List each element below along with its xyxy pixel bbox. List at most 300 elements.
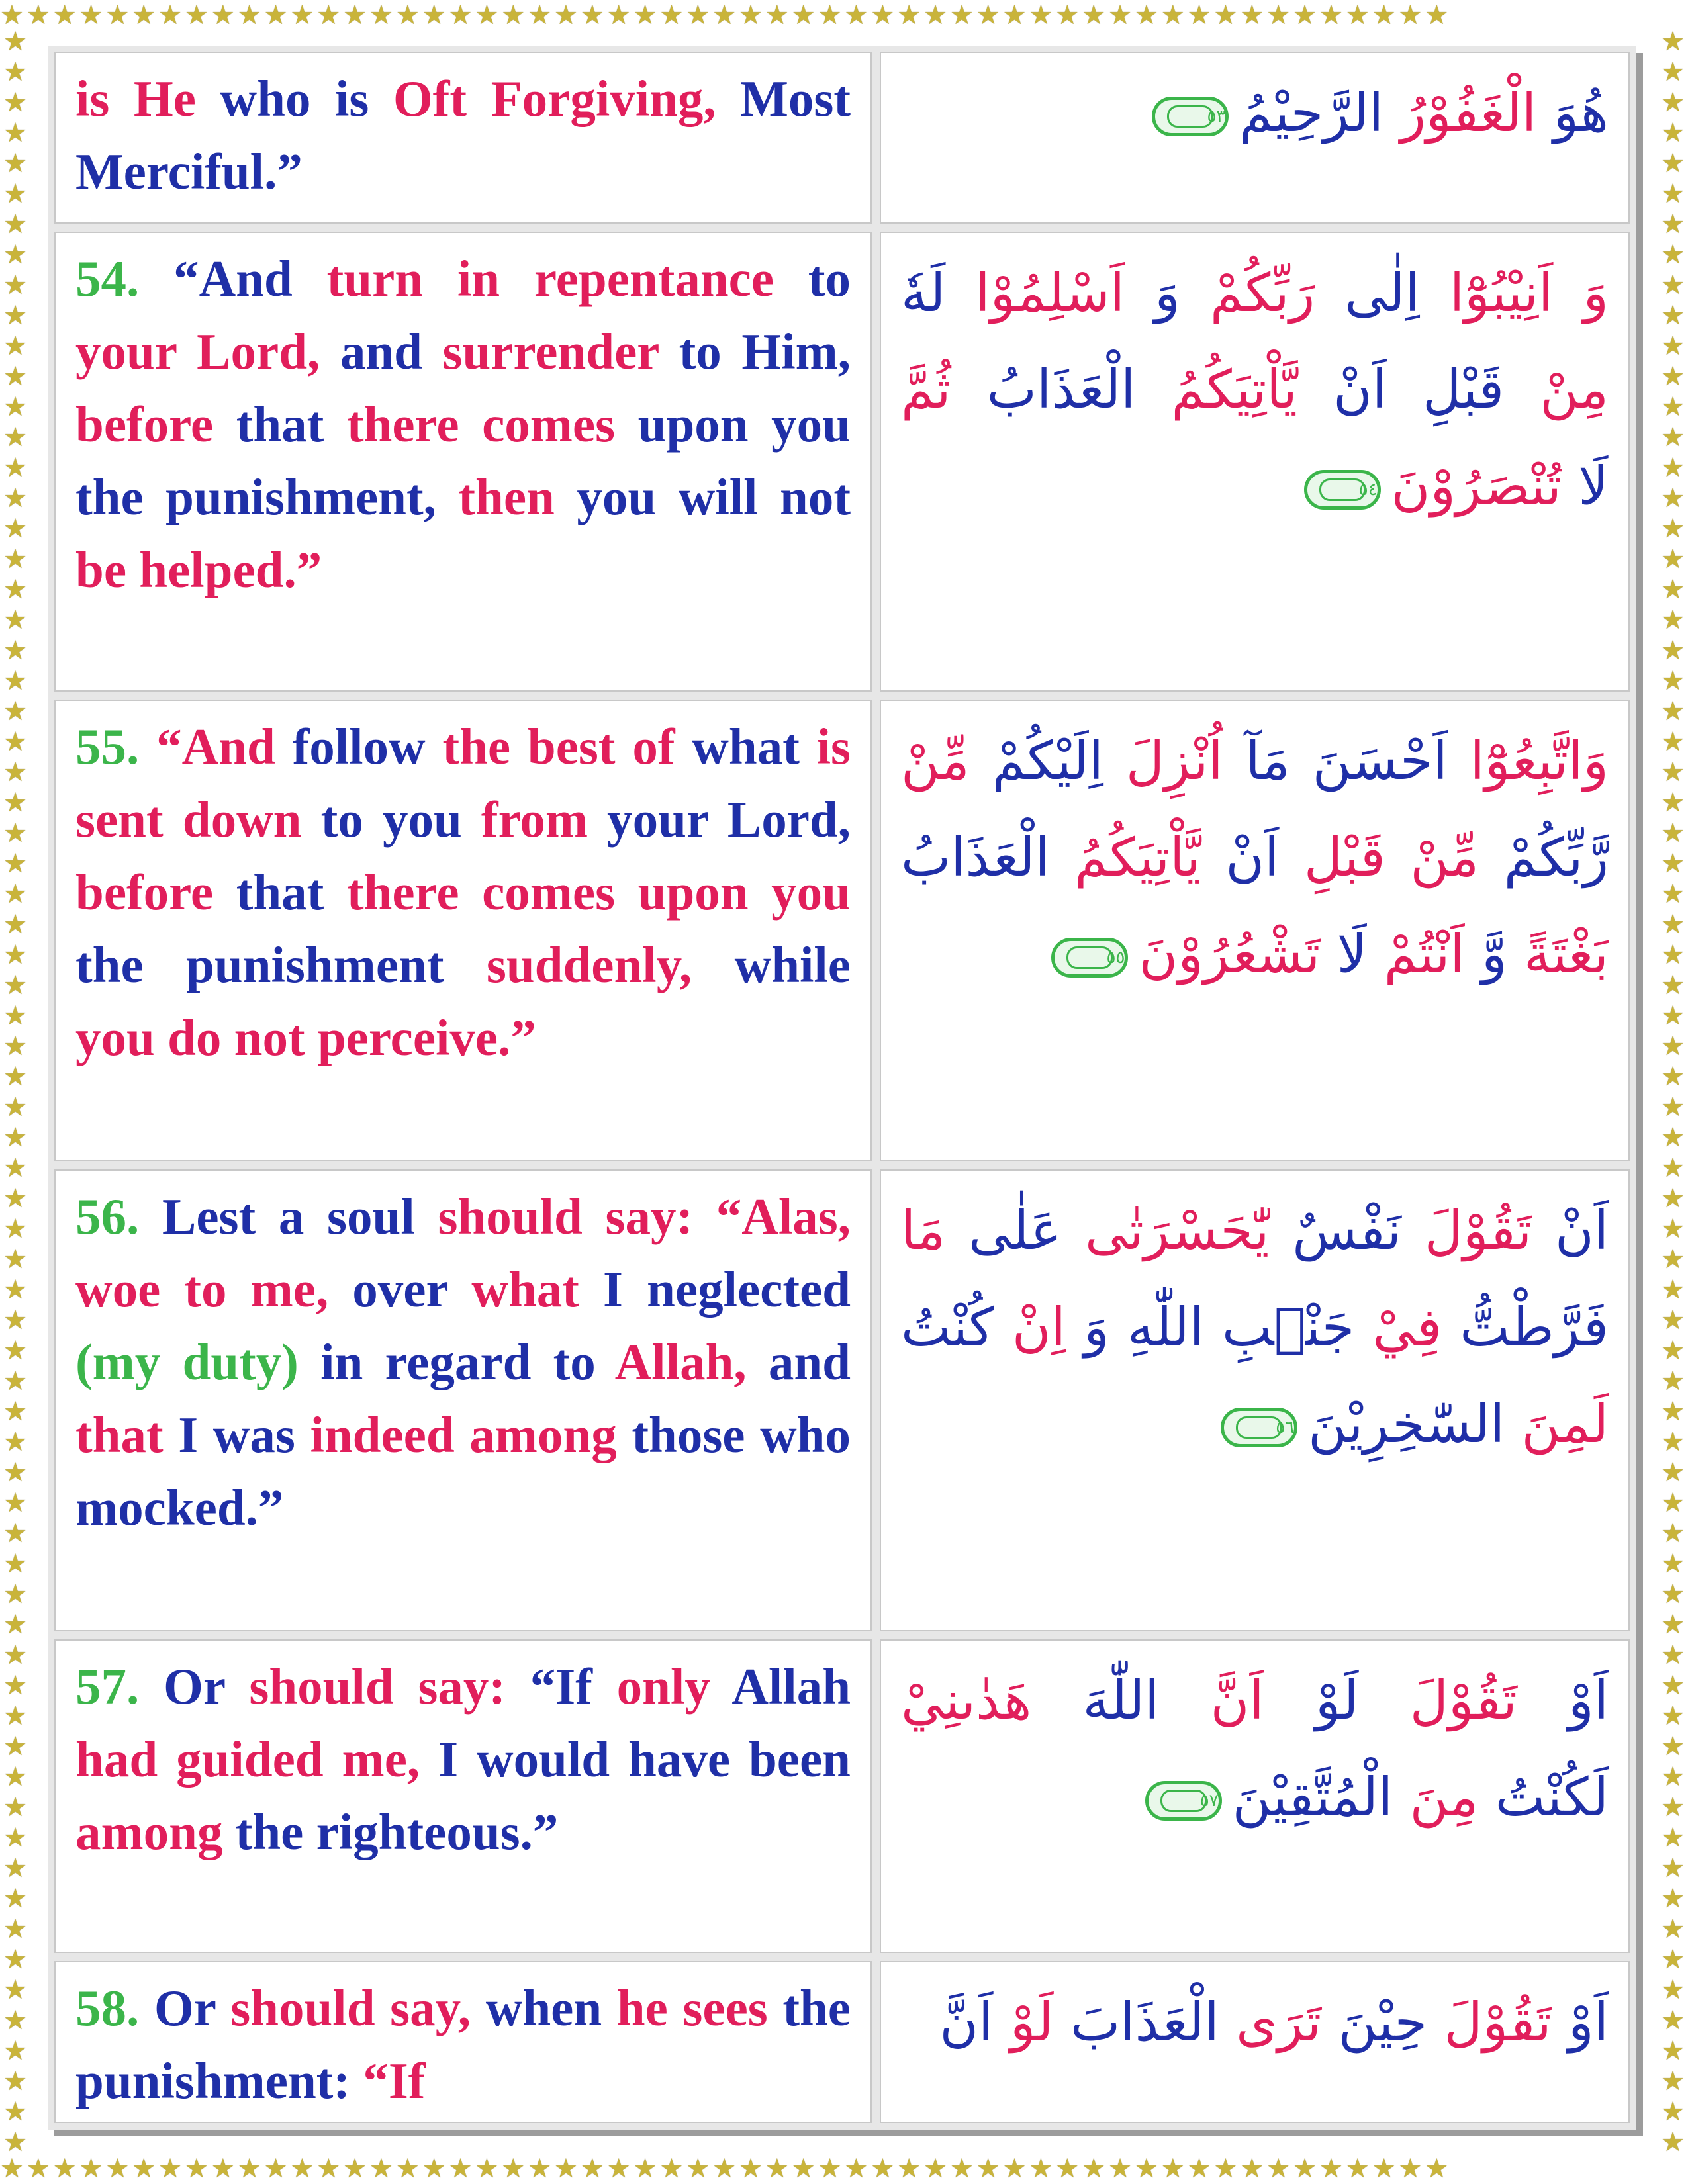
star-icon: ★ [1661, 1183, 1685, 1213]
star-icon: ★ [923, 2154, 950, 2183]
arabic-line [901, 1183, 1609, 1279]
english-segment: 55. [75, 718, 157, 775]
arabic-text [901, 1974, 1609, 2071]
star-icon: ★ [1661, 1153, 1685, 1183]
star-icon: ★ [158, 0, 185, 30]
arabic-verse-cell [880, 52, 1630, 224]
star-icon: ★ [976, 0, 1003, 30]
arabic-word: قَبْلِ [1387, 359, 1505, 420]
english-segment: when [485, 1979, 617, 2036]
star-icon: ★ [1661, 2127, 1685, 2157]
english-segment: your Lord, [75, 323, 340, 380]
english-segment: indeed among [310, 1406, 632, 1463]
star-icon: ★ [1661, 1336, 1685, 1365]
english-segment: is [816, 718, 851, 775]
star-border-top [0, 0, 1688, 30]
english-segment: “And [173, 250, 327, 307]
arabic-verse-cell [880, 1169, 1630, 1631]
arabic-word: الْمُتَّقِيْنَ [1232, 1766, 1393, 1828]
star-icon: ★ [1372, 0, 1399, 30]
arabic-text [901, 245, 1609, 535]
ayah-end-marker-icon: ٥٤ [1304, 470, 1381, 510]
arabic-word: الْعَذَابَ [1053, 1991, 1219, 2053]
english-segment: before [75, 864, 236, 921]
star-icon: ★ [791, 0, 818, 30]
english-segment: over [352, 1261, 472, 1318]
star-icon: ★ [818, 2154, 845, 2183]
star-icon: ★ [1661, 240, 1685, 269]
english-segment: and [340, 323, 443, 380]
english-segment: sees [682, 1979, 783, 2036]
english-segment: I was [178, 1406, 310, 1463]
english-segment: (my duty) [75, 1334, 321, 1390]
arabic-word: اَنْ [1200, 827, 1280, 888]
english-segment: Or [163, 1658, 250, 1715]
english-segment: surrender [442, 323, 679, 380]
star-icon: ★ [1160, 0, 1188, 30]
arabic-word: وَ اَنِيْبُوْٓا [1419, 262, 1609, 324]
arabic-word: تَرَى [1219, 1991, 1322, 2053]
star-icon: ★ [1661, 909, 1685, 939]
english-translation-cell [54, 1961, 872, 2123]
arabic-word: وَ [1065, 1297, 1109, 1358]
english-segment: the punishment [75, 936, 487, 993]
star-icon: ★ [686, 2154, 713, 2183]
arabic-word: اللّٰهِ [1109, 1297, 1204, 1358]
star-icon: ★ [3, 118, 27, 148]
arabic-text [901, 1183, 1609, 1473]
star-icon: ★ [1187, 2154, 1214, 2183]
star-icon: ★ [1425, 2154, 1452, 2183]
star-icon: ★ [659, 0, 686, 30]
star-icon: ★ [237, 2154, 264, 2183]
star-icon: ★ [580, 0, 607, 30]
star-icon: ★ [3, 970, 27, 1000]
star-icon: ★ [1398, 0, 1425, 30]
arabic-word: اَنْ [1532, 1200, 1609, 1261]
star-icon: ★ [1661, 148, 1685, 178]
star-border-bottom [0, 2154, 1688, 2184]
star-icon: ★ [3, 300, 27, 330]
star-icon: ★ [3, 148, 27, 178]
star-icon: ★ [1661, 1975, 1685, 2005]
star-icon: ★ [290, 2154, 317, 2183]
verse-row-54 [54, 232, 1630, 692]
star-icon: ★ [1661, 209, 1685, 239]
star-icon: ★ [1661, 605, 1685, 635]
arabic-word: تَقُوْلَ [1401, 1200, 1532, 1261]
star-icon: ★ [1661, 392, 1685, 422]
english-segment: your Lord, [607, 791, 851, 848]
star-icon: ★ [1661, 270, 1685, 300]
star-icon: ★ [1661, 514, 1685, 543]
arabic-word: فِيْ [1354, 1297, 1442, 1358]
star-icon: ★ [1002, 0, 1029, 30]
star-border-right [1658, 26, 1688, 2158]
star-icon: ★ [26, 2154, 53, 2183]
star-icon: ★ [1002, 2154, 1029, 2183]
star-icon: ★ [1108, 0, 1135, 30]
star-icon: ★ [1661, 26, 1685, 56]
star-icon: ★ [237, 0, 264, 30]
english-segment: suddenly, [486, 936, 735, 993]
star-icon: ★ [1134, 0, 1161, 30]
arabic-verse-cell [880, 1961, 1630, 2123]
star-icon: ★ [3, 453, 27, 482]
english-segment: should say, [230, 1979, 486, 2036]
arabic-line [901, 1974, 1609, 2071]
star-icon: ★ [211, 0, 238, 30]
arabic-word: جَنْۢبِ [1203, 1297, 1355, 1358]
arabic-word: هَدٰىنِيْ [901, 1670, 1032, 1731]
star-icon: ★ [844, 2154, 871, 2183]
english-text [75, 1650, 851, 1868]
star-icon: ★ [132, 2154, 159, 2183]
english-segment: I neglected [603, 1261, 851, 1318]
star-icon: ★ [3, 909, 27, 939]
english-segment: Lest a soul [162, 1188, 438, 1245]
star-icon: ★ [1661, 1031, 1685, 1061]
star-icon: ★ [1213, 0, 1241, 30]
arabic-word: نَفْسٌ [1269, 1200, 1401, 1261]
arabic-word: مَا [901, 1200, 946, 1261]
star-icon: ★ [1661, 1823, 1685, 1852]
star-icon: ★ [1661, 331, 1685, 361]
star-icon: ★ [158, 2154, 185, 2183]
english-segment: “Alas, woe to me, [75, 1188, 851, 1318]
english-segment: only [616, 1658, 732, 1715]
arabic-word: اُنْزِلَ [1103, 730, 1223, 792]
english-segment: sent down [75, 791, 321, 848]
arabic-word: لَوْ [993, 1991, 1054, 2053]
star-icon: ★ [501, 0, 528, 30]
star-icon: ★ [1266, 0, 1293, 30]
star-icon: ★ [185, 2154, 211, 2183]
star-icon: ★ [3, 483, 27, 513]
star-icon: ★ [3, 1336, 27, 1365]
english-segment: Most Merciful.” [75, 70, 851, 200]
star-icon: ★ [897, 0, 924, 30]
star-icon: ★ [3, 57, 27, 87]
arabic-word: بَغْتَةً [1507, 923, 1609, 985]
star-icon: ★ [1082, 2154, 1109, 2183]
english-segment: Oft Forgiving, [393, 70, 716, 127]
english-segment: is He [75, 70, 220, 127]
star-icon: ★ [3, 1122, 27, 1152]
ayah-end-marker-icon: ٥٣ [1152, 97, 1229, 136]
star-icon: ★ [554, 2154, 581, 2183]
english-segment: the punishment, [75, 469, 459, 525]
star-icon: ★ [3, 1396, 27, 1426]
star-icon: ★ [3, 361, 27, 391]
arabic-word: تَقُوْلَ [1427, 1991, 1552, 2053]
star-icon: ★ [3, 1518, 27, 1548]
star-icon: ★ [1293, 0, 1319, 30]
arabic-word: اَوْ [1517, 1670, 1609, 1731]
star-icon: ★ [1661, 544, 1685, 574]
arabic-word: اِلَيْكُمْ [969, 730, 1103, 792]
arabic-word: اَنَّ [1159, 1670, 1264, 1731]
star-icon: ★ [3, 818, 27, 848]
english-translation-cell [54, 1169, 872, 1631]
star-icon: ★ [3, 1914, 27, 1944]
arabic-word: وَ [1124, 262, 1180, 324]
star-icon: ★ [1029, 0, 1056, 30]
english-segment: the best of [442, 718, 692, 775]
english-segment: that [236, 396, 347, 453]
star-icon: ★ [3, 1975, 27, 2005]
star-icon: ★ [3, 2097, 27, 2126]
arabic-word: اَسْلِمُوْا [945, 262, 1125, 324]
star-icon: ★ [185, 0, 211, 30]
star-icon: ★ [1398, 2154, 1425, 2183]
english-segment: that [75, 1406, 179, 1463]
english-text [75, 1180, 851, 1544]
star-icon: ★ [1661, 1610, 1685, 1639]
star-icon: ★ [3, 422, 27, 452]
star-icon: ★ [1661, 300, 1685, 330]
star-icon: ★ [1240, 0, 1267, 30]
star-icon: ★ [3, 1823, 27, 1852]
star-icon: ★ [3, 1853, 27, 1883]
english-segment: and [768, 1334, 851, 1390]
star-icon: ★ [369, 2154, 396, 2183]
star-icon: ★ [686, 0, 713, 30]
star-icon: ★ [3, 1092, 27, 1122]
verse-row-56 [54, 1169, 1630, 1631]
star-icon: ★ [3, 179, 27, 208]
star-icon: ★ [3, 2005, 27, 2035]
star-icon: ★ [1661, 2036, 1685, 2066]
english-segment: before [75, 396, 236, 453]
star-icon: ★ [3, 1457, 27, 1487]
star-icon: ★ [818, 0, 845, 30]
star-icon: ★ [1661, 1884, 1685, 1913]
star-icon: ★ [1160, 2154, 1188, 2183]
arabic-word: الرَّحِيْمُ [1239, 82, 1383, 144]
star-icon: ★ [1108, 2154, 1135, 2183]
star-icon: ★ [1661, 1214, 1685, 1244]
star-icon: ★ [26, 0, 53, 30]
star-icon: ★ [79, 2154, 106, 2183]
arabic-word: اَوْ [1551, 1991, 1609, 2053]
arabic-word: ثُمَّ [901, 359, 951, 420]
star-icon: ★ [369, 0, 396, 30]
star-icon: ★ [1055, 2154, 1082, 2183]
star-icon: ★ [633, 0, 660, 30]
star-icon: ★ [949, 2154, 976, 2183]
star-icon: ★ [3, 1701, 27, 1731]
star-icon: ★ [1661, 1457, 1685, 1487]
arabic-word: مِّنْ [901, 730, 970, 792]
english-segment: that [236, 864, 347, 921]
star-icon: ★ [211, 2154, 238, 2183]
star-icon: ★ [1661, 2097, 1685, 2126]
star-icon: ★ [1661, 1731, 1685, 1761]
english-segment: follow [292, 718, 443, 775]
arabic-word: هُوَ [1536, 82, 1609, 144]
star-icon: ★ [1661, 422, 1685, 452]
star-icon: ★ [0, 0, 26, 30]
arabic-verse-cell [880, 232, 1630, 692]
star-icon: ★ [1661, 574, 1685, 604]
star-icon: ★ [395, 2154, 422, 2183]
star-icon: ★ [1266, 2154, 1293, 2183]
star-icon: ★ [3, 1884, 27, 1913]
star-icon: ★ [1661, 1579, 1685, 1609]
arabic-line [901, 1749, 1609, 1846]
verse-row-57 [54, 1639, 1630, 1953]
star-icon: ★ [3, 544, 27, 574]
arabic-line [901, 906, 1609, 1003]
star-icon: ★ [3, 1031, 27, 1061]
arabic-verse-cell [880, 700, 1630, 1161]
star-icon: ★ [606, 0, 633, 30]
star-icon: ★ [1661, 818, 1685, 848]
star-icon: ★ [343, 0, 370, 30]
english-segment: to you [320, 791, 481, 848]
star-icon: ★ [3, 757, 27, 787]
arabic-word: لَا [1561, 455, 1609, 517]
star-icon: ★ [1661, 1122, 1685, 1152]
star-icon: ★ [1661, 666, 1685, 696]
english-segment: Or [154, 1979, 231, 2036]
star-icon: ★ [316, 2154, 344, 2183]
star-icon: ★ [897, 2154, 924, 2183]
star-icon: ★ [3, 1579, 27, 1609]
arabic-word: الْعَذَابُ [951, 359, 1136, 420]
star-icon: ★ [3, 209, 27, 239]
star-icon: ★ [1661, 727, 1685, 756]
star-icon: ★ [528, 0, 555, 30]
english-translation-cell [54, 1639, 872, 1953]
star-icon: ★ [1661, 1305, 1685, 1335]
arabic-word: لَوْ [1264, 1670, 1359, 1731]
arabic-word: اَنَّ [939, 1991, 994, 2053]
english-text [75, 1972, 851, 2117]
english-segment: “If [530, 1658, 617, 1715]
arabic-text [901, 65, 1609, 161]
arabic-line [901, 65, 1609, 161]
english-segment: while [734, 936, 851, 993]
english-segment: who is [220, 70, 393, 127]
english-text [75, 710, 851, 1074]
arabic-word: الْعَذَابُ [901, 827, 1050, 888]
star-icon: ★ [1345, 2154, 1372, 2183]
english-segment: from [481, 791, 608, 848]
star-icon: ★ [448, 2154, 475, 2183]
star-icon: ★ [739, 2154, 765, 2183]
arabic-word: وَّ [1464, 923, 1507, 985]
star-icon: ★ [1661, 635, 1685, 665]
star-icon: ★ [52, 0, 79, 30]
arabic-word: لَهٗ [901, 262, 946, 324]
star-icon: ★ [528, 2154, 555, 2183]
star-icon: ★ [3, 331, 27, 361]
star-icon: ★ [923, 0, 950, 30]
arabic-word: اللّٰهَ [1031, 1670, 1160, 1731]
star-icon: ★ [3, 1792, 27, 1822]
english-segment: the [782, 1979, 851, 2036]
arabic-word: كُنْتُ [901, 1297, 994, 1358]
star-icon: ★ [949, 0, 976, 30]
star-icon: ★ [448, 0, 475, 30]
arabic-word: فَرَّطْتُّ [1442, 1297, 1609, 1358]
star-icon: ★ [606, 2154, 633, 2183]
star-icon: ★ [1661, 1275, 1685, 1304]
arabic-text [901, 713, 1609, 1003]
star-icon: ★ [3, 1488, 27, 1518]
star-icon: ★ [3, 1305, 27, 1335]
star-icon: ★ [1661, 1944, 1685, 1974]
star-icon: ★ [3, 392, 27, 422]
star-icon: ★ [3, 1427, 27, 1457]
english-segment: those who mocked.” [75, 1406, 851, 1536]
star-icon: ★ [1661, 1062, 1685, 1091]
star-icon: ★ [1661, 361, 1685, 391]
star-icon: ★ [3, 1944, 27, 1974]
star-icon: ★ [263, 0, 291, 30]
star-icon: ★ [1661, 970, 1685, 1000]
verse-row-55 [54, 700, 1630, 1161]
star-icon: ★ [712, 0, 739, 30]
star-icon: ★ [712, 2154, 739, 2183]
arabic-line [901, 438, 1609, 535]
arabic-word: رَبِّكُمْ [1180, 262, 1315, 324]
star-icon: ★ [290, 0, 317, 30]
arabic-word: مِنْ [1504, 359, 1609, 420]
star-icon: ★ [343, 2154, 370, 2183]
star-icon: ★ [765, 0, 792, 30]
star-icon: ★ [3, 1670, 27, 1700]
star-icon: ★ [1661, 1244, 1685, 1274]
arabic-word: يَّاْتِيَكُمُ [1049, 827, 1201, 888]
star-icon: ★ [3, 1549, 27, 1578]
verse-row-53 [54, 52, 1630, 224]
star-icon: ★ [3, 1762, 27, 1792]
star-icon: ★ [870, 0, 898, 30]
arabic-word: قَبْلِ [1279, 827, 1385, 888]
star-icon: ★ [3, 605, 27, 635]
star-icon: ★ [3, 574, 27, 604]
english-segment: the righteous.” [235, 1803, 559, 1860]
star-icon: ★ [1319, 2154, 1346, 2183]
star-icon: ★ [3, 1244, 27, 1274]
arabic-word: اَنْ [1297, 359, 1387, 420]
star-icon: ★ [1345, 0, 1372, 30]
english-segment: 54. [75, 250, 174, 307]
english-segment: then [458, 469, 577, 525]
star-icon: ★ [1661, 1914, 1685, 1944]
star-icon: ★ [1425, 0, 1452, 30]
star-icon: ★ [1319, 0, 1346, 30]
arabic-word: لَا [1320, 923, 1368, 985]
star-icon: ★ [3, 1731, 27, 1761]
star-icon: ★ [3, 1062, 27, 1091]
arabic-verse-cell [880, 1639, 1630, 1953]
arabic-word: اِلٰى [1315, 262, 1420, 324]
star-icon: ★ [1661, 1092, 1685, 1122]
star-border-left [0, 26, 30, 2158]
arabic-word: تَشْعُرُوْنَ [1139, 923, 1321, 985]
star-icon: ★ [554, 0, 581, 30]
star-icon: ★ [3, 1153, 27, 1183]
english-translation-cell [54, 52, 872, 224]
star-icon: ★ [1029, 2154, 1056, 2183]
english-segment: you will not [577, 469, 851, 525]
verse-table [48, 46, 1636, 2130]
english-segment: should say: [438, 1188, 716, 1245]
